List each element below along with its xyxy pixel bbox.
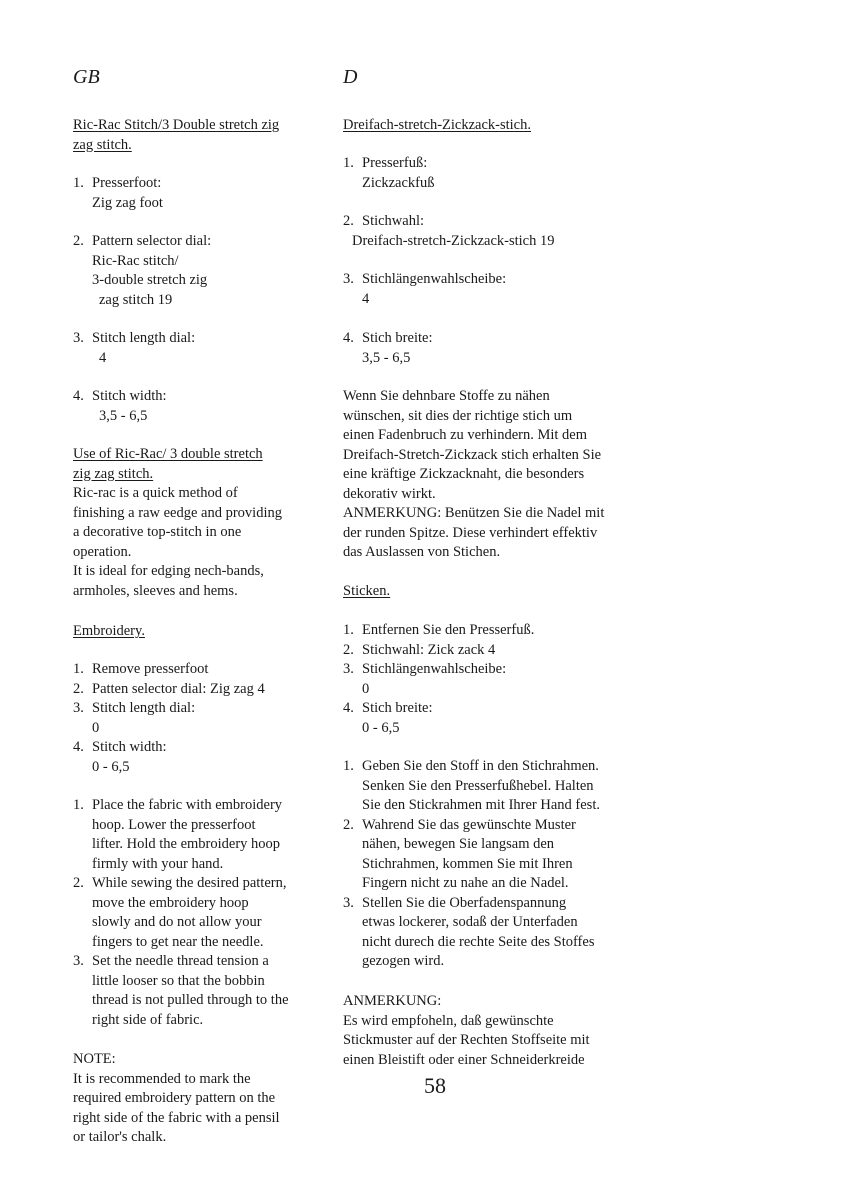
embroidery-title: [73, 622, 145, 642]
ricrac-title-line: zag stitch.: [73, 136, 132, 153]
anmerkung-text: einen Bleistift oder einer Schneiderkreide: [343, 1051, 585, 1068]
step-label: Presserfoot:: [92, 175, 162, 191]
step-text: slowly and do not allow your: [92, 914, 262, 930]
step-value: Ric-Rac stitch/: [92, 252, 179, 269]
step-label: Stichlängenwahlscheibe:: [362, 661, 507, 677]
step-number: 2.: [343, 641, 354, 658]
stretch-step-4: [343, 329, 432, 368]
stretch-title: [343, 116, 531, 136]
step-value: Dreifach-stretch-Zickzack-stich 19: [352, 232, 555, 249]
step-text: Sie den Stickrahmen mit Ihrer Hand fest.: [362, 797, 600, 813]
step-number: 3.: [343, 894, 354, 911]
step-number: 1.: [343, 758, 354, 774]
step-number: 3.: [343, 271, 354, 287]
paragraph-line: dekorativ wirkt.: [343, 485, 436, 502]
step-value: Zickzackfuß: [362, 174, 435, 191]
step-text: While sewing the desired pattern,: [92, 875, 287, 891]
step-text: Geben Sie den Stoff in den Stichrahmen.: [362, 758, 599, 774]
step-value: zag stitch 19: [99, 291, 173, 308]
step-label: Remove presserfoot: [92, 661, 209, 677]
step-label: Stitch length dial:: [92, 700, 196, 716]
note-text: required embroidery pattern on the: [73, 1090, 276, 1106]
step-number: 1.: [343, 155, 354, 171]
note-section: [73, 1050, 280, 1148]
step-value: 0 - 6,5: [92, 758, 130, 775]
step-number: 1.: [73, 797, 84, 813]
step-value: 3,5 - 6,5: [362, 349, 411, 366]
note-text: right side of the fabric with a pensil: [73, 1109, 280, 1126]
paragraph-line: Wenn Sie dehnbare Stoffe zu nähen: [343, 388, 550, 404]
note-text: or tailor's chalk.: [73, 1129, 167, 1145]
step-number: 3.: [73, 700, 84, 716]
step-number: 2.: [343, 213, 354, 229]
anmerkung-text: Stickmuster auf der Rechten Stoffseite mit: [343, 1032, 590, 1048]
paragraph-line: ANMERKUNG: Benützen Sie die Nadel mit: [343, 505, 605, 521]
step-text: Fingern nicht zu nahe an die Nadel.: [362, 875, 569, 891]
step-value: 3-double stretch zig: [92, 272, 208, 288]
sticken-title: [343, 582, 390, 602]
use-ricrac-title-line: zig zag stitch.: [73, 465, 154, 482]
step-number: 2.: [73, 680, 84, 697]
stretch-step-3: [343, 270, 506, 309]
step-label: Entfernen Sie den Presserfuß.: [362, 622, 535, 638]
step-text: Senken Sie den Presserfußhebel. Halten: [362, 777, 594, 794]
step-label: Stitch length dial:: [92, 330, 196, 346]
sticken-settings: [343, 621, 534, 738]
stretch-title-text: Dreifach-stretch-Zickzack-stich.: [343, 117, 531, 133]
step-value: 4: [362, 290, 370, 307]
step-number: 3.: [73, 953, 84, 969]
step-text: lifter. Hold the embroidery hoop: [92, 836, 281, 852]
use-ricrac-text: armholes, sleeves and hems.: [73, 582, 238, 599]
step-text: nicht durech die rechte Seite des Stoffes: [362, 933, 595, 950]
step-number: 2.: [73, 233, 84, 249]
step-label: Presserfuß:: [362, 155, 428, 171]
step-text: Wahrend Sie das gewünschte Muster: [362, 816, 576, 833]
use-ricrac-text: finishing a raw eedge and providing: [73, 504, 282, 521]
sticken-title-text: Sticken.: [343, 583, 391, 599]
note-title: NOTE:: [73, 1051, 116, 1067]
step-text: Stichrahmen, kommen Sie mit Ihren: [362, 855, 573, 872]
step-label: Stich breite:: [362, 700, 433, 716]
paragraph-line: Dreifach-Stretch-Zickzack stich erhalten Sie: [343, 446, 602, 463]
step-label: Stitch width:: [92, 739, 167, 755]
step-text: right side of fabric.: [92, 1011, 204, 1028]
step-text: hoop. Lower the presserfoot: [92, 816, 256, 833]
use-ricrac-title-line: Use of Ric-Rac/ 3 double stretch: [73, 446, 263, 462]
paragraph-line: das Auslassen von Stichen.: [343, 544, 501, 560]
language-label-d: D: [343, 66, 358, 88]
ricrac-step-4: [73, 387, 167, 426]
use-ricrac-text: a decorative top-stitch in one: [73, 524, 242, 540]
step-label: Stitch width:: [92, 388, 167, 404]
use-ricrac-text: operation.: [73, 543, 132, 560]
step-number: 2.: [343, 816, 354, 833]
embroidery-title-text: Embroidery.: [73, 623, 145, 639]
step-text: Set the needle thread tension a: [92, 953, 269, 969]
step-text: little looser so that the bobbin: [92, 972, 265, 989]
step-label: Patten selector dial: Zig zag 4: [92, 680, 265, 697]
embroidery-instructions: [73, 796, 289, 1030]
ricrac-step-2: [73, 232, 211, 310]
ricrac-title: [73, 116, 279, 155]
step-label: Stichlängenwahlscheibe:: [362, 271, 507, 287]
anmerkung-text: Es wird empfoheln, daß gewünschte: [343, 1012, 554, 1029]
step-value: 0: [362, 680, 370, 697]
step-text: gezogen wird.: [362, 953, 445, 969]
use-ricrac-section: [73, 445, 282, 601]
step-text: etwas lockerer, sodaß der Unterfaden: [362, 914, 578, 930]
paragraph-line: einen Fadenbruch zu verhindern. Mit dem: [343, 427, 588, 443]
ricrac-step-1: [73, 174, 163, 213]
paragraph-line: wünschen, sit dies der richtige stich um: [343, 407, 573, 424]
step-number: 3.: [343, 661, 354, 677]
step-text: nähen, bewegen Sie langsam den: [362, 836, 555, 852]
step-number: 4.: [73, 388, 84, 404]
step-text: fingers to get near the needle.: [92, 933, 264, 950]
step-value: 4: [99, 349, 107, 366]
note-text: It is recommended to mark the: [73, 1070, 251, 1087]
step-number: 4.: [343, 330, 354, 346]
step-label: Stichwahl: Zick zack 4: [362, 641, 496, 658]
language-label-gb: GB: [73, 66, 100, 88]
step-number: 4.: [73, 739, 84, 755]
stretch-description: [343, 387, 604, 563]
step-number: 3.: [73, 330, 84, 346]
paragraph-line: eine kräftige Zickzacknaht, die besonders: [343, 466, 585, 482]
use-ricrac-text: It is ideal for edging nech-bands,: [73, 563, 264, 579]
ricrac-title-line: Ric-Rac Stitch/3 Double stretch zig: [73, 117, 280, 133]
anmerkung-title: ANMERKUNG:: [343, 993, 442, 1009]
stretch-step-1: [343, 154, 434, 193]
step-label: Stich breite:: [362, 330, 433, 346]
step-value: Zig zag foot: [92, 194, 163, 211]
step-number: 2.: [73, 875, 84, 891]
step-value: 0 - 6,5: [362, 719, 400, 736]
step-number: 1.: [343, 622, 354, 638]
step-value: 3,5 - 6,5: [99, 407, 148, 424]
ricrac-step-3: [73, 329, 195, 368]
paragraph-line: der runden Spitze. Diese verhindert effektiv: [343, 524, 598, 541]
embroidery-settings: [73, 660, 265, 777]
step-text: thread is not pulled through to the: [92, 992, 289, 1008]
step-label: Pattern selector dial:: [92, 233, 212, 249]
page-number: 58: [424, 1073, 446, 1098]
sticken-instructions: [343, 757, 600, 972]
stretch-step-2: [343, 212, 555, 251]
step-text: Place the fabric with embroidery: [92, 797, 283, 813]
step-number: 1.: [73, 661, 84, 677]
step-number: 4.: [343, 700, 354, 716]
step-value: 0: [92, 719, 100, 736]
step-number: 1.: [73, 175, 84, 191]
step-text: firmly with your hand.: [92, 855, 224, 872]
step-text: Stellen Sie die Oberfadenspannung: [362, 894, 567, 911]
anmerkung-section: [343, 992, 590, 1070]
step-text: move the embroidery hoop: [92, 894, 249, 911]
step-label: Stichwahl:: [362, 213, 425, 229]
use-ricrac-text: Ric-rac is a quick method of: [73, 485, 238, 501]
